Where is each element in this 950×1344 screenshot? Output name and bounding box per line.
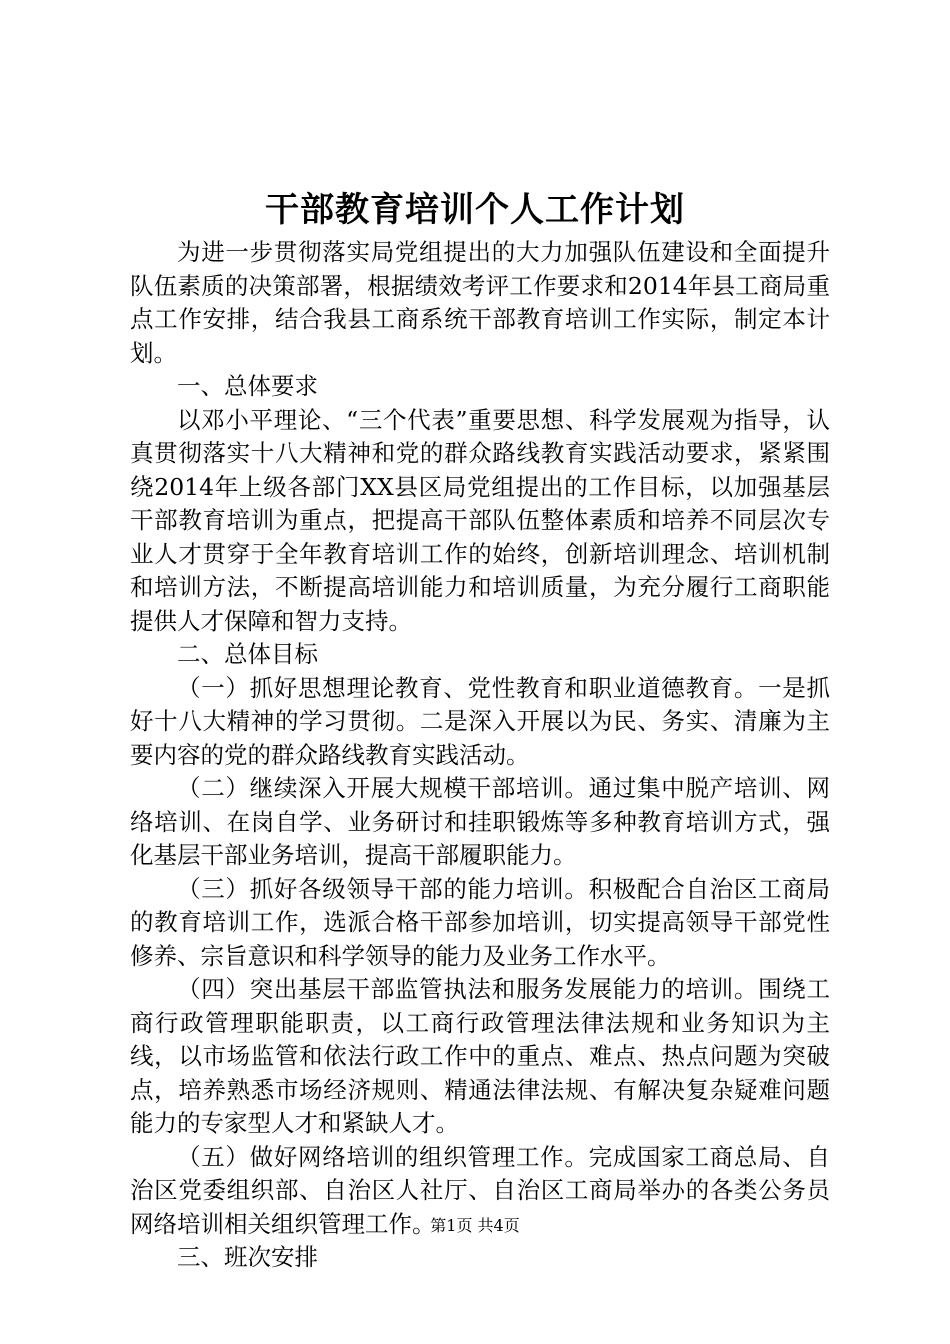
section-heading-general-requirements: 一、总体要求 [177,372,318,400]
intro-paragraph: 为进一步贯彻落实局党组提出的大力加强队伍建设和全面提升队伍素质的决策部署，根据绩效考评工作要求和2014年县工商局重点工作安排，结合我县工商系统干部教育培训工作实际，制定本计划。 [130,238,830,367]
document-title: 干部教育培训个人工作计划 [265,190,685,230]
general-requirements-paragraph: 以邓小平理论、“三个代表”重要思想、科学发展观为指导，认真贯彻落实十八大精神和党的群众路线教育实践活动要求，紧紧围绕2014年上级各部门XX县区局党组提出的工作目标，以加强基层干部教育培训为重点，把提高干部队伍整体素质和培养不同层次专业人才贯穿于全年教育培训工作的始终，创新培训理念、培训机制和培训方法，不断提高培训能力和培训质量，为充分履行工商职能提供人才保障和智力支持。 [130,405,830,635]
goal-paragraph-3: （三）抓好各级领导干部的能力培训。积极配合自治区工商局的教育培训工作，选派合格干部参加培训，切实提高领导干部党性修养、宗旨意识和科学领导的能力及业务工作水平。 [130,874,830,970]
goal-paragraph-4: （四）突出基层干部监管执法和服务发展能力的培训。围绕工商行政管理职能职责，以工商行政管理法律法规和业务知识为主线，以市场监管和依法行政工作中的重点、难点、热点问题为突破点，培养熟悉市场经济规则、精通法律法规、有解决复杂疑难问题能力的专家型人才和紧缺人才。 [130,975,830,1137]
goal-paragraph-5: （五）做好网络培训的组织管理工作。完成国家工商总局、自治区党委组织部、自治区人社厅、自治区工商局举办的各类公务员网络培训相关组织管理工作。 [130,1142,830,1238]
goal-paragraph-2: （二）继续深入开展大规模干部培训。通过集中脱产培训、网络培训、在岗自学、业务研讨和挂职锻炼等多种教育培训方式，强化基层干部业务培训，提高干部履职能力。 [130,774,830,869]
section-heading-general-goals: 二、总体目标 [177,640,318,668]
section-heading-class-schedule: 三、班次安排 [177,1243,318,1271]
document-body [130,236,830,1275]
page-footer: 第1页 共4页 [430,1216,520,1235]
goal-paragraph-1: （一）抓好思想理论教育、党性教育和职业道德教育。一是抓好十八大精神的学习贯彻。二是深入开展以为民、务实、清廉为主要内容的党的群众路线教育实践活动。 [130,673,830,769]
